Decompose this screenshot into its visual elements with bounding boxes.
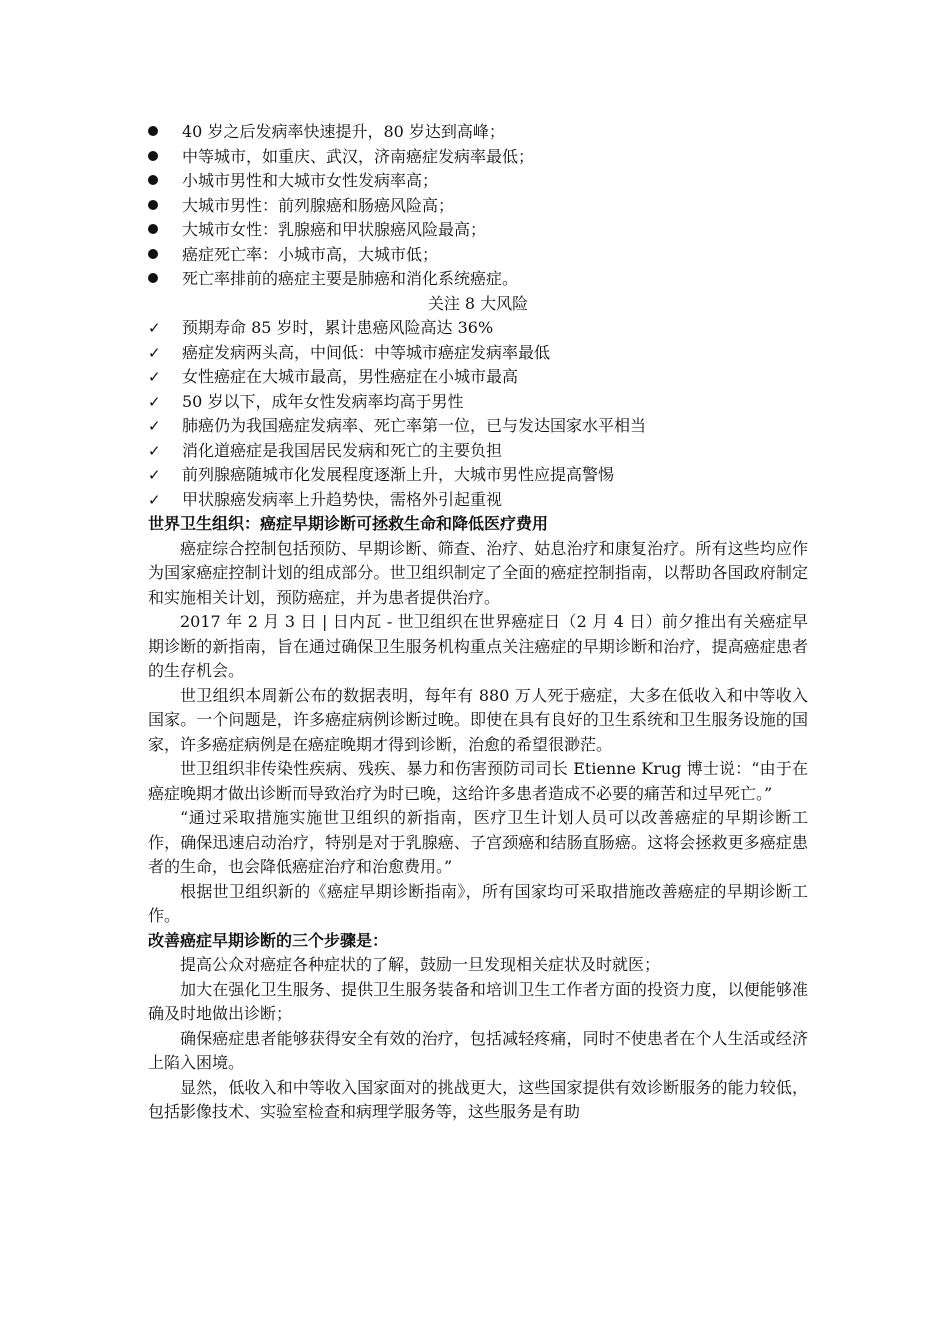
list-item (148, 439, 808, 464)
checkmark-icon: ✓ (148, 343, 161, 362)
list-item (148, 169, 808, 194)
paragraph: 确保癌症患者能够获得安全有效的治疗，包括减轻疼痛，同时不使患者在个人生活或经济上陷入困境。 (148, 1028, 808, 1072)
bullet-dot-icon (148, 145, 168, 170)
paragraph: 加大在强化卫生服务、提供卫生服务装备和培训卫生工作者方面的投资力度，以便能够准确及时地做出诊断； (148, 979, 808, 1023)
paragraph: 世卫组织本周新公布的数据表明，每年有 880 万人死于癌症，大多在低收入和中等收入国家。一个问题是，许多癌症病例诊断过晚。即使在具有良好的卫生系统和卫生服务设施的国家，许多癌症病例是在癌症晚期才得到诊断，治愈的希望很渺茫。 (148, 685, 808, 754)
paragraph: 显然，低收入和中等收入国家面对的挑战更大，这些国家提供有效诊断服务的能力较低，包括影像技术、实验室检查和病理学服务等，这些服务是有助 (148, 1077, 808, 1121)
bullet-dot-icon (148, 218, 168, 243)
list-item-text: 50 岁以下，成年女性发病率均高于男性 (182, 391, 464, 411)
list-item-text: 中等城市，如重庆、武汉，济南癌症发病率最低； (182, 146, 535, 166)
list-item-text: 肺癌仍为我国癌症发病率、死亡率第一位，已与发达国家水平相当 (182, 416, 647, 435)
list-item-text: 大城市男性：前列腺癌和肠癌风险高； (182, 195, 455, 215)
steps-section-heading: 改善癌症早期诊断的三个步骤是： (148, 930, 389, 950)
checkmark-icon: ✓ (148, 368, 161, 386)
list-item-text: 小城市男性和大城市女性发病率高； (182, 171, 439, 190)
list-item (148, 365, 808, 390)
steps-section (148, 953, 808, 1125)
bullet-dot-icon (148, 243, 168, 268)
list-item (148, 243, 808, 268)
list-item-text: 预期寿命 85 岁时，累计患癌风险高达 36% (182, 318, 494, 337)
list-item (148, 463, 808, 488)
eight-risks-title: 关注 8 大风险 (427, 293, 529, 313)
list-item-text: 大城市女性：乳腺癌和甲状腺癌风险最高； (182, 220, 487, 239)
list-item-text: 癌症发病两头高，中间低：中等城市癌症发病率最低 (182, 342, 551, 362)
list-item-text: 消化道癌症是我国居民发病和死亡的主要负担 (182, 440, 503, 460)
list-item (148, 488, 808, 513)
list-item-text: 前列腺癌随城市化发展程度逐渐上升，大城市男性应提高警惕 (182, 465, 615, 484)
list-item-text: 40 岁之后发病率快速提升，80 岁达到高峰； (182, 122, 505, 141)
bullet-dot-icon (148, 194, 168, 219)
eight-risks-list (148, 316, 808, 512)
checkmark-icon: ✓ (148, 319, 161, 337)
checkmark-icon: ✓ (148, 441, 161, 460)
list-item-text: 甲状腺癌发病率上升趋势快，需格外引起重视 (182, 489, 503, 509)
list-item-text: 死亡率排前的癌症主要是肺癌和消化系统癌症。 (182, 269, 519, 288)
list-item (148, 316, 808, 341)
list-item-text: 癌症死亡率：小城市高，大城市低； (182, 244, 439, 264)
paragraph: 提高公众对癌症各种症状的了解，鼓励一旦发现相关症状及时就医； (180, 955, 661, 974)
document-page (148, 120, 808, 1125)
list-item (148, 414, 808, 439)
checkmark-icon: ✓ (148, 466, 161, 484)
paragraph: “通过采取措施实施世卫组织的新指南，医疗卫生计划人员可以改善癌症的早期诊断工作，确保迅速启动治疗，特别是对于乳腺癌、子宫颈癌和结肠直肠癌。这将会拯救更多癌症患者的生命，也会降低癌症治疗和治愈费用。” (148, 808, 808, 876)
bullet-dot-icon (148, 120, 168, 145)
list-item (148, 390, 808, 415)
checkmark-icon: ✓ (148, 392, 161, 411)
list-item (148, 341, 808, 366)
list-item (148, 218, 808, 243)
bullet-dot-icon (148, 267, 168, 292)
checkmark-icon: ✓ (148, 490, 161, 509)
list-item (148, 120, 808, 145)
list-item (148, 194, 808, 219)
list-item-text: 女性癌症在大城市最高，男性癌症在小城市最高 (182, 367, 519, 386)
checkmark-icon: ✓ (148, 417, 161, 435)
list-item (148, 267, 808, 292)
paragraph: 世卫组织非传染性疾病、残疾、暴力和伤害预防司司长 Etienne Krug 博士说：“由于在癌症晚期才做出诊断而导致治疗为时已晚，这给许多患者造成不必要的痛苦和过早死亡。” (148, 759, 808, 803)
paragraph: 癌症综合控制包括预防、早期诊断、筛查、治疗、姑息治疗和康复治疗。所有这些均应作为国家癌症控制计划的组成部分。世卫组织制定了全面的癌症控制指南，以帮助各国政府制定和实施相关计划，预防癌症，并为患者提供治疗。 (148, 538, 808, 607)
risk-bullet-list (148, 120, 808, 292)
bullet-dot-icon (148, 169, 168, 194)
paragraph: 根据世卫组织新的《癌症早期诊断指南》，所有国家均可采取措施改善癌症的早期诊断工作。 (148, 881, 808, 925)
who-section-heading: 世界卫生组织：癌症早期诊断可拯救生命和降低医疗费用 (148, 514, 549, 533)
list-item (148, 145, 808, 170)
paragraph: 2017 年 2 月 3 日 | 日内瓦 - 世卫组织在世界癌症日（2 月 4 日）前夕推出有关癌症早期诊断的新指南，旨在通过确保卫生服务机构重点关注癌症的早期诊断和治疗，提高癌症患者的生存机会。 (148, 612, 808, 680)
